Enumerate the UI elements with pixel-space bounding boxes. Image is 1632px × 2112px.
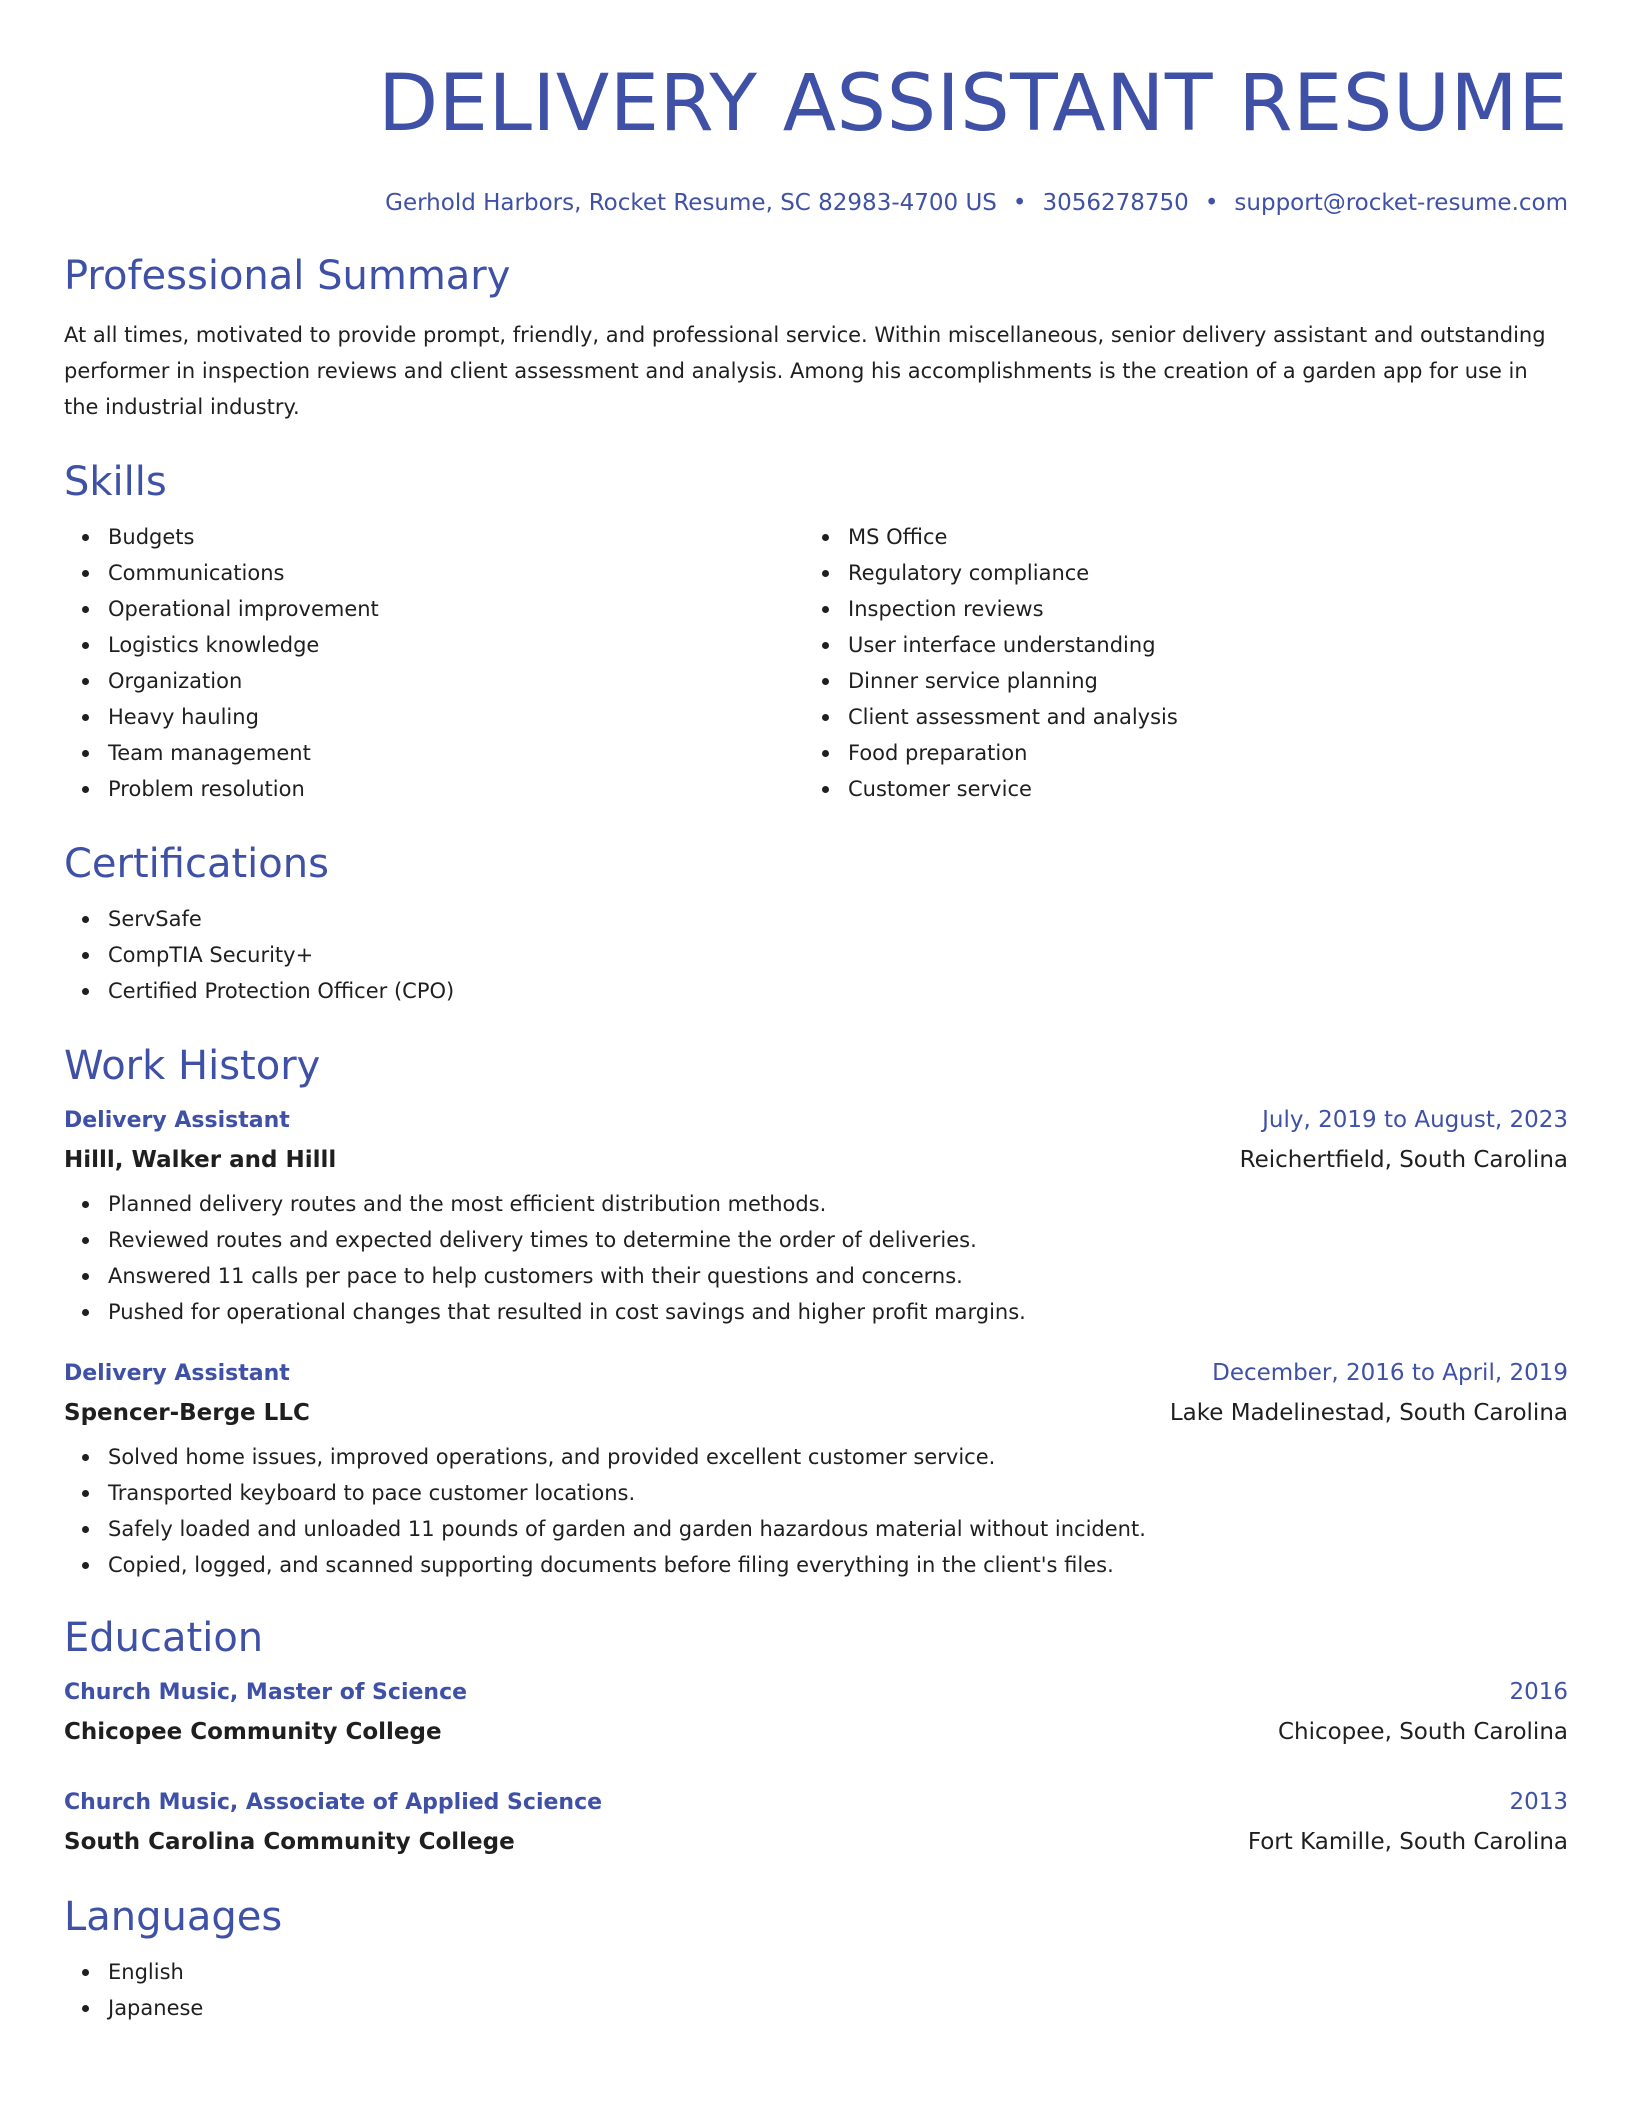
skill-item: Logistics knowledge — [108, 627, 804, 663]
certification-item: Certified Protection Officer (CPO) — [108, 973, 1568, 1009]
section-heading-languages: Languages — [64, 1894, 283, 1940]
skill-item: Organization — [108, 663, 804, 699]
education-entry — [64, 1673, 1568, 1752]
job-bullet: Copied, logged, and scanned supporting documents before filing everything in the client's files. — [108, 1547, 1568, 1583]
skill-item: Inspection reviews — [848, 591, 1544, 627]
job-entry — [64, 1101, 1568, 1330]
language-item: Japanese — [108, 1990, 1568, 2026]
certifications-list — [64, 901, 1568, 1009]
section-heading-work-history: Work History — [64, 1043, 321, 1089]
education-location: Fort Kamille, South Carolina — [1247, 1829, 1568, 1855]
skill-item: Client assessment and analysis — [848, 699, 1544, 735]
job-dates: July, 2019 to August, 2023 — [1262, 1107, 1568, 1133]
section-heading-certifications: Certifications — [64, 841, 329, 887]
job-bullets — [64, 1439, 1568, 1583]
contact-email[interactable]: support@rocket-resume.com — [1234, 190, 1568, 216]
contact-line — [64, 187, 1568, 219]
section-heading-skills: Skills — [64, 459, 167, 505]
education-degree: Church Music, Associate of Applied Science — [64, 1790, 603, 1815]
skill-item: Operational improvement — [108, 591, 804, 627]
skill-item: Food preparation — [848, 735, 1544, 771]
skill-item: Heavy hauling — [108, 699, 804, 735]
job-entry — [64, 1354, 1568, 1583]
skill-item: User interface understanding — [848, 627, 1544, 663]
job-bullets — [64, 1186, 1568, 1330]
contact-address: Gerhold Harbors, Rocket Resume, SC 82983-4700 US — [385, 190, 997, 216]
job-bullet: Answered 11 calls per pace to help customers with their questions and concerns. — [108, 1258, 1568, 1294]
skill-item: Problem resolution — [108, 771, 804, 807]
education-year: 2013 — [1509, 1789, 1568, 1815]
skill-item: Dinner service planning — [848, 663, 1544, 699]
contact-phone: 3056278750 — [1042, 190, 1189, 216]
skill-item: Communications — [108, 555, 804, 591]
section-heading-education: Education — [64, 1615, 264, 1661]
skill-item: MS Office — [848, 519, 1544, 555]
job-bullet: Safely loaded and unloaded 11 pounds of garden and garden hazardous material without incident. — [108, 1511, 1568, 1547]
job-location: Lake Madelinestad, South Carolina — [1169, 1400, 1568, 1426]
education-entry — [64, 1783, 1568, 1862]
skills-column-left — [64, 519, 804, 807]
job-bullet: Planned delivery routes and the most efficient distribution methods. — [108, 1186, 1568, 1222]
summary-text: At all times, motivated to provide prompt, friendly, and professional service. Within miscellaneous, senior delivery assistant and outstanding performer in inspection reviews and client assessment and analysis. Among his accomplishments is the creation of a garden app for use in the industrial industry. — [64, 323, 1546, 419]
skills-list — [64, 519, 1568, 807]
section-heading-summary: Professional Summary — [64, 253, 511, 299]
skill-item: Team management — [108, 735, 804, 771]
job-company: Hilll, Walker and Hilll — [64, 1147, 337, 1173]
skill-item: Budgets — [108, 519, 804, 555]
certification-item: ServSafe — [108, 901, 1568, 937]
job-company: Spencer-Berge LLC — [64, 1400, 310, 1426]
job-bullet: Solved home issues, improved operations, and provided excellent customer service. — [108, 1439, 1568, 1475]
job-title: Delivery Assistant — [64, 1361, 290, 1386]
job-bullet: Reviewed routes and expected delivery times to determine the order of deliveries. — [108, 1222, 1568, 1258]
job-title: Delivery Assistant — [64, 1108, 290, 1133]
certification-item: CompTIA Security+ — [108, 937, 1568, 973]
education-location: Chicopee, South Carolina — [1277, 1719, 1568, 1745]
separator-dot: • — [1204, 190, 1219, 216]
job-dates: December, 2016 to April, 2019 — [1212, 1360, 1568, 1386]
skill-item: Customer service — [848, 771, 1544, 807]
education-degree: Church Music, Master of Science — [64, 1680, 468, 1705]
education-school: Chicopee Community College — [64, 1719, 442, 1745]
language-item: English — [108, 1954, 1568, 1990]
education-school: South Carolina Community College — [64, 1829, 515, 1855]
languages-list — [64, 1954, 1568, 2026]
separator-dot: • — [1012, 190, 1027, 216]
skill-item: Regulatory compliance — [848, 555, 1544, 591]
job-bullet: Transported keyboard to pace customer locations. — [108, 1475, 1568, 1511]
skills-column-right — [804, 519, 1544, 807]
job-bullet: Pushed for operational changes that resulted in cost savings and higher profit margins. — [108, 1294, 1568, 1330]
education-year: 2016 — [1509, 1679, 1568, 1705]
job-location: Reichertfield, South Carolina — [1239, 1147, 1568, 1173]
resume-title: DELIVERY ASSISTANT RESUME — [378, 59, 1568, 149]
